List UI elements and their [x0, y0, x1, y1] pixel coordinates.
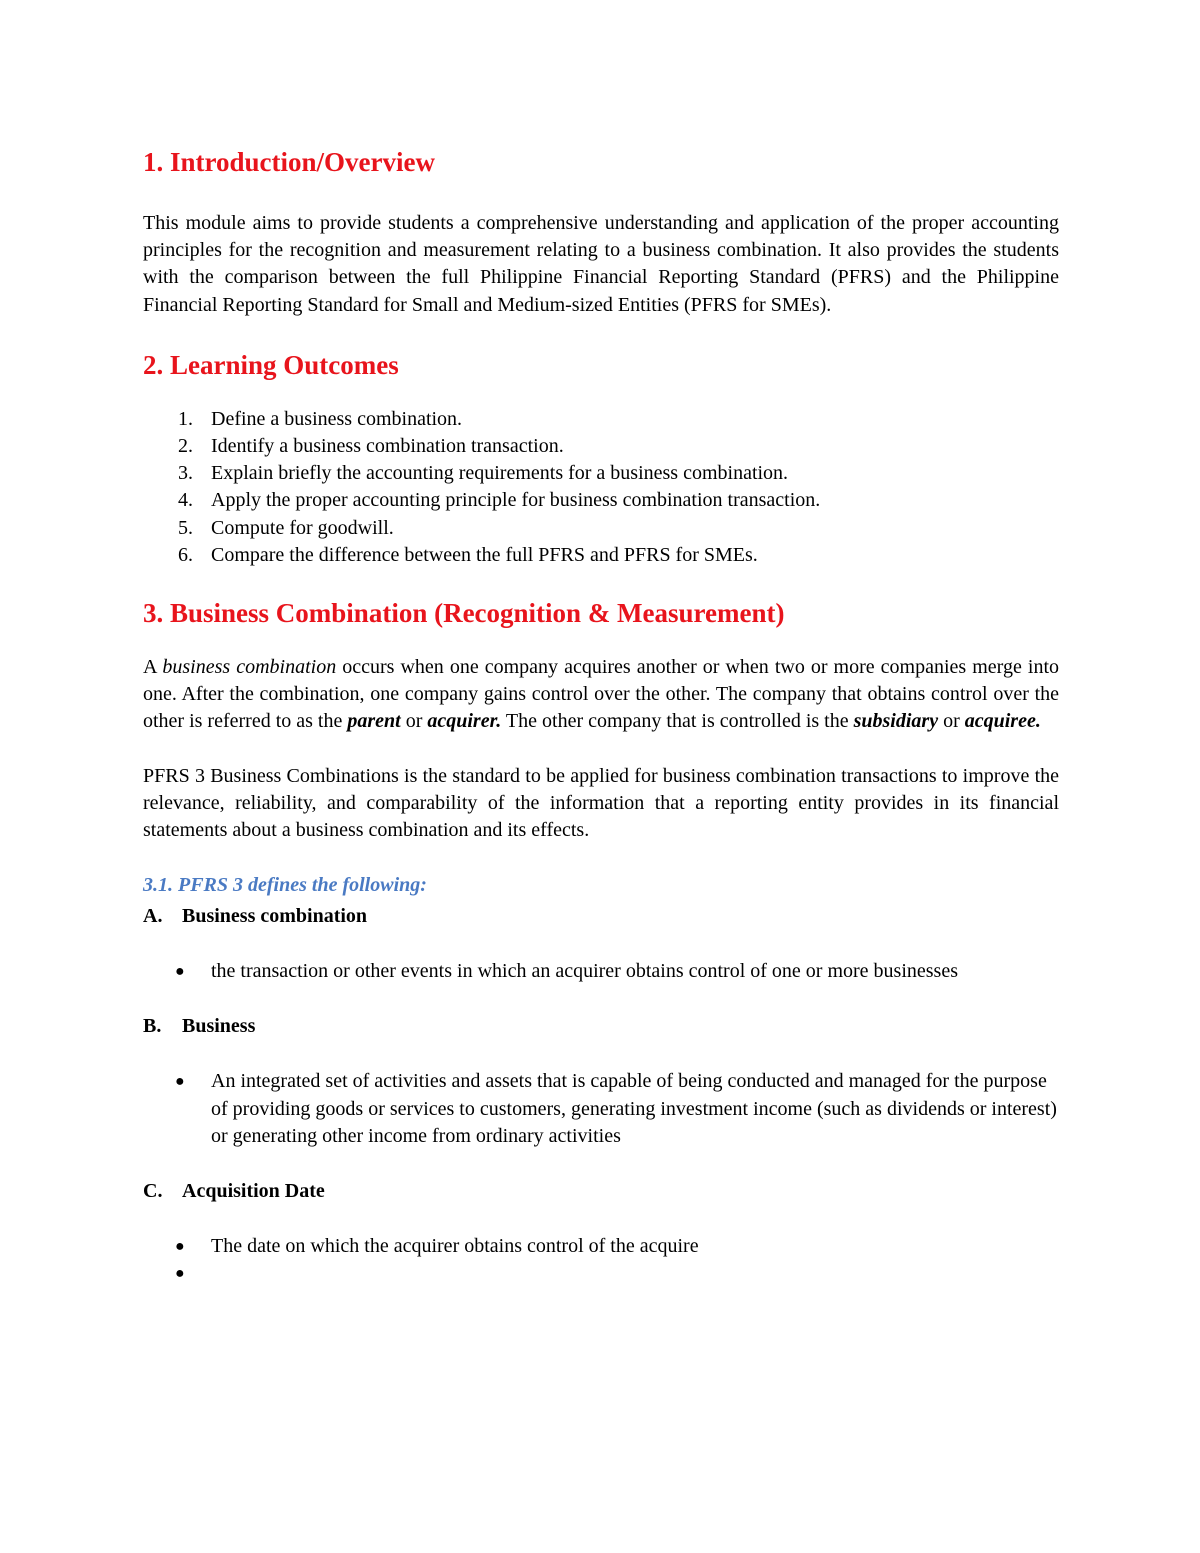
list-number: 6.: [178, 543, 193, 566]
term-acquirer: acquirer.: [427, 710, 502, 733]
text-run: A: [143, 656, 163, 679]
list-text: Compare the difference between the full PFRS and PFRS for SMEs.: [211, 543, 758, 566]
text-run: or: [938, 710, 965, 733]
list-text: Define a business combination.: [211, 407, 463, 430]
list-item: [143, 487, 1059, 514]
list-text: Explain briefly the accounting requirements for a business combination.: [211, 462, 789, 485]
list-text: Apply the proper accounting principle for business combination transaction.: [211, 489, 821, 512]
outcomes-list: [143, 406, 1059, 569]
definition-heading-c: [143, 1178, 1059, 1205]
business-combination-paragraph: [143, 654, 1059, 736]
list-item: [143, 1068, 1059, 1150]
section-heading-outcomes: 2. Learning Outcomes: [143, 349, 399, 380]
definition-heading-a: [143, 903, 1059, 930]
list-text: An integrated set of activities and assets that is capable of being conducted and managed for the purpose of providing goods or services to customers, generating investment income (such as dividends or interest) or generating other income from ordinary activities: [211, 1070, 1057, 1147]
list-text: the transaction or other events in which an acquirer obtains control of one or more businesses: [211, 960, 959, 983]
term-parent: parent: [347, 710, 401, 733]
definition-term: Business: [182, 1015, 256, 1038]
definition-term: Acquisition Date: [182, 1180, 325, 1203]
list-item: [143, 1260, 1059, 1287]
list-item: [143, 1233, 1059, 1260]
definition-letter: A.: [143, 905, 163, 928]
list-item: [143, 542, 1059, 569]
document-page: [143, 140, 1059, 1287]
bullet-icon: ●: [175, 963, 185, 981]
section-heading-business-combination: 3. Business Combination (Recognition & Measurement): [143, 598, 785, 629]
list-item: [143, 958, 1059, 985]
intro-paragraph: This module aims to provide students a comprehensive understanding and application of the proper accounting principles for the recognition and measurement relating to a business combination. It also provides the students with the comparison between the full Philippine Financial Reporting Standard (PFRS) and the Philippine Financial Reporting Standard for Small and Medium-sized Entities (PFRS for SMEs).: [143, 212, 1059, 316]
list-number: 2.: [178, 435, 193, 458]
list-number: 4.: [178, 489, 193, 512]
text-run: or: [400, 710, 428, 733]
definition-b-bullets: [143, 1068, 1059, 1150]
bullet-icon: ●: [175, 1238, 185, 1256]
text-run: occurs when one company acquires another or when two or more companies merge into one. After the combination, one company gains control over the other. The company that obtains control over the other is referred to as the: [143, 656, 1059, 733]
list-item: [143, 433, 1059, 460]
definition-letter: B.: [143, 1015, 162, 1038]
list-number: 1.: [178, 407, 193, 430]
bullet-icon: ●: [175, 1265, 185, 1283]
list-item: [143, 515, 1059, 542]
definition-c-bullets: [143, 1233, 1059, 1287]
definition-term: Business combination: [182, 905, 368, 928]
definition-letter: C.: [143, 1180, 163, 1203]
list-text: Compute for goodwill.: [211, 516, 394, 539]
definition-heading-b: [143, 1013, 1059, 1040]
bullet-icon: ●: [175, 1073, 185, 1091]
section-heading-intro: 1. Introduction/Overview: [143, 147, 435, 177]
list-number: 5.: [178, 516, 193, 539]
list-text: The date on which the acquirer obtains control of the acquire: [211, 1235, 699, 1258]
list-text: Identify a business combination transaction.: [211, 435, 564, 458]
term-business-combination: business combination: [162, 656, 337, 679]
list-item: [143, 460, 1059, 487]
list-number: 3.: [178, 462, 193, 485]
term-acquiree: acquiree.: [964, 710, 1041, 733]
pfrs3-paragraph: PFRS 3 Business Combinations is the standard to be applied for business combination transactions to improve the relevance, reliability, and comparability of the information that a reporting entity provides in its financial statements about a business combination and its effects.: [143, 764, 1059, 842]
list-item: [143, 406, 1059, 433]
subsection-heading: 3.1. PFRS 3 defines the following:: [143, 874, 427, 897]
definition-a-bullets: [143, 958, 1059, 985]
term-subsidiary: subsidiary: [853, 710, 939, 733]
text-run: The other company that is controlled is the: [501, 710, 854, 733]
